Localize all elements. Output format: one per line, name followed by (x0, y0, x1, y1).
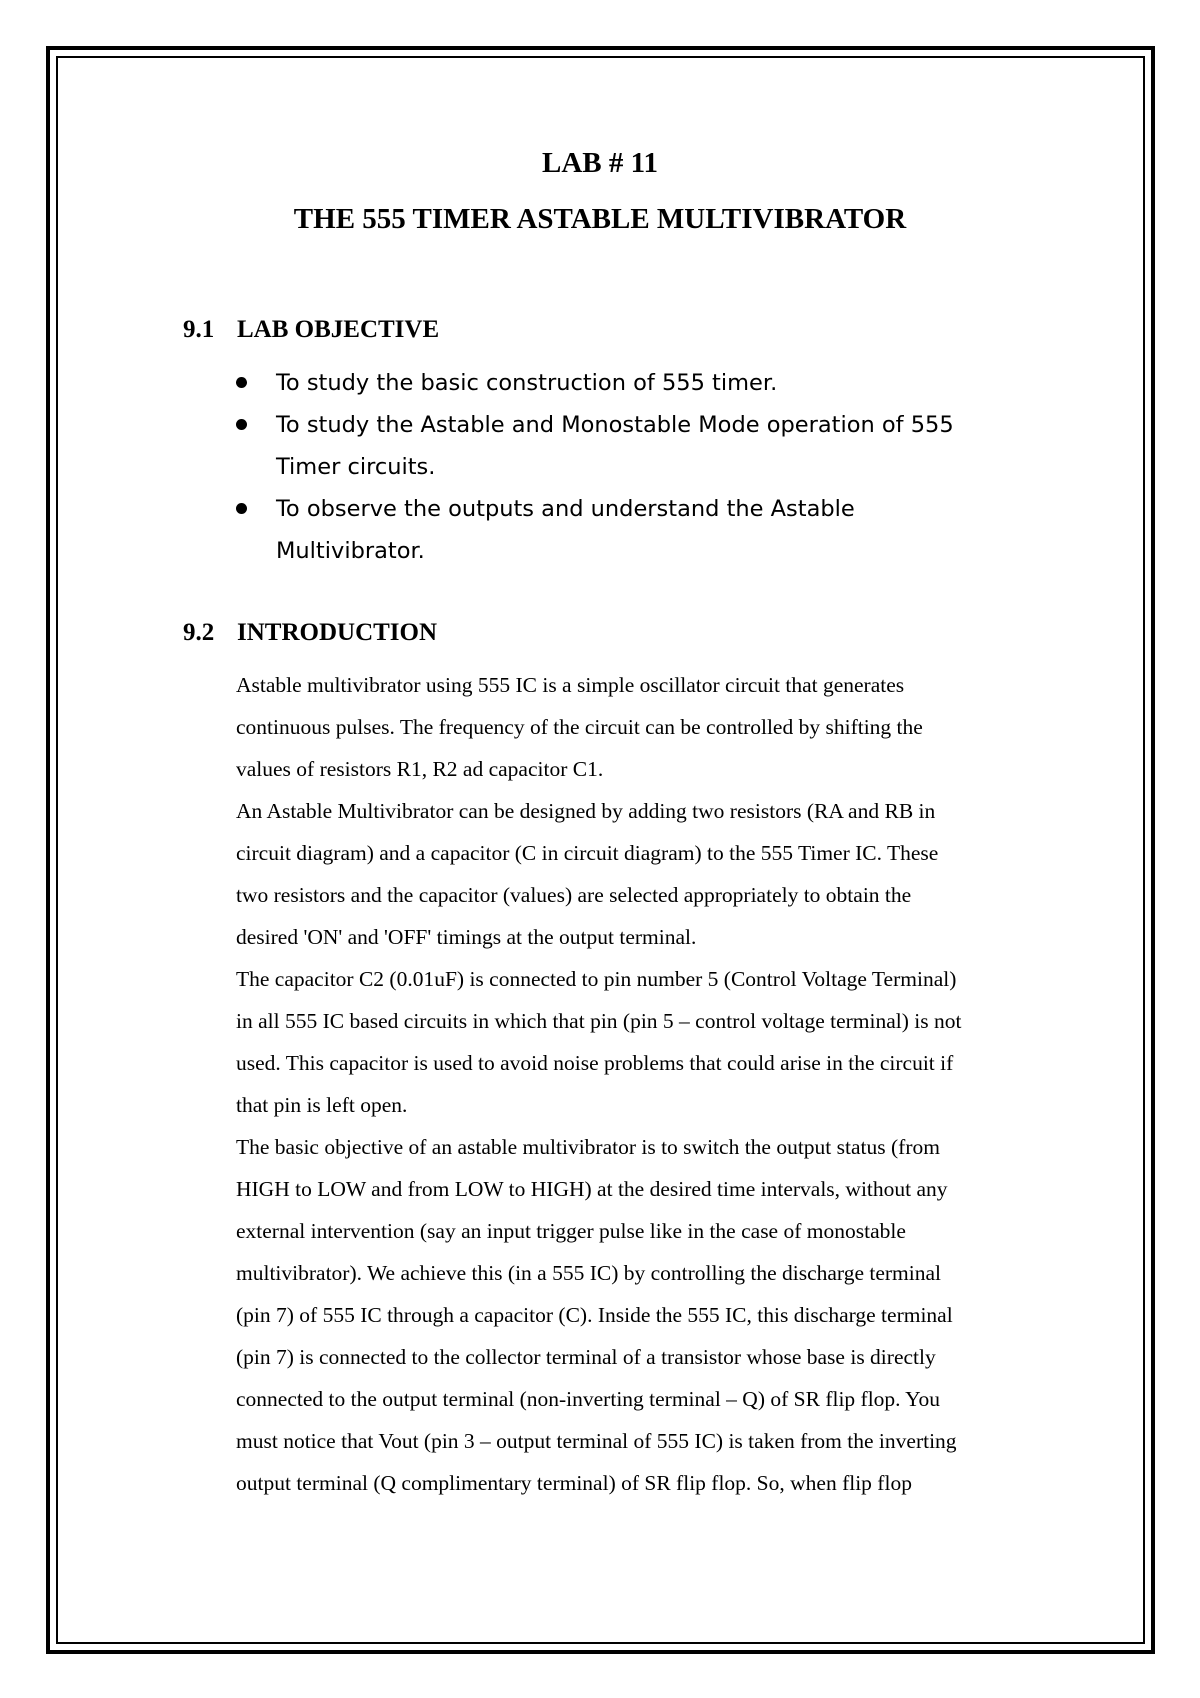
body-line: Astable multivibrator using 555 IC is a simple oscillator circuit that generates (236, 673, 905, 697)
section-title: INTRODUCTION (237, 619, 438, 646)
bullet-icon (236, 503, 247, 514)
body-line: An Astable Multivibrator can be designed by adding two resistors (RA and RB in (236, 799, 936, 823)
objective-text: To observe the outputs and understand the Astable (276, 496, 855, 522)
body-line: external intervention (say an input trigger pulse like in the case of monostable (236, 1219, 906, 1243)
objective-text: Timer circuits. (276, 454, 436, 480)
document-title: THE 555 TIMER ASTABLE MULTIVIBRATOR (293, 203, 907, 235)
section-number: 9.1 (183, 316, 215, 343)
section-heading-introduction (183, 619, 437, 647)
objective-text: To study the basic construction of 555 timer. (276, 370, 778, 396)
body-line: in all 555 IC based circuits in which that pin (pin 5 – control voltage terminal) is not (236, 1009, 962, 1033)
body-line: must notice that Vout (pin 3 – output terminal of 555 IC) is taken from the inverting (236, 1429, 957, 1453)
introduction-body (236, 664, 1066, 1504)
body-line: connected to the output terminal (non-inverting terminal – Q) of SR flip flop. You (236, 1387, 941, 1411)
objective-item (236, 488, 1036, 572)
body-line: The capacitor C2 (0.01uF) is connected to pin number 5 (Control Voltage Terminal) (236, 967, 957, 991)
objective-item (236, 404, 1036, 488)
body-line: output terminal (Q complimentary terminal) of SR flip flop. So, when flip flop (236, 1471, 912, 1495)
lab-number-title: LAB # 11 (541, 147, 659, 179)
body-line: (pin 7) of 555 IC through a capacitor (C). Inside the 555 IC, this discharge terminal (236, 1303, 953, 1327)
bullet-icon (236, 419, 247, 430)
section-number: 9.2 (183, 619, 215, 646)
objective-text: To study the Astable and Monostable Mode operation of 555 (276, 412, 954, 438)
body-line: circuit diagram) and a capacitor (C in circuit diagram) to the 555 Timer IC. These (236, 841, 939, 865)
body-line: values of resistors R1, R2 ad capacitor C1. (236, 757, 604, 781)
objective-list (236, 362, 1036, 572)
body-line: used. This capacitor is used to avoid noise problems that could arise in the circuit if (236, 1051, 954, 1075)
body-line: continuous pulses. The frequency of the circuit can be controlled by shifting the (236, 715, 923, 739)
body-line: (pin 7) is connected to the collector terminal of a transistor whose base is directly (236, 1345, 936, 1369)
body-line: The basic objective of an astable multivibrator is to switch the output status (from (236, 1135, 940, 1159)
objective-text: Multivibrator. (276, 538, 425, 564)
bullet-icon (236, 377, 247, 388)
body-line: multivibrator). We achieve this (in a 555 IC) by controlling the discharge terminal (236, 1261, 941, 1285)
body-line: HIGH to LOW and from LOW to HIGH) at the desired time intervals, without any (236, 1177, 948, 1201)
objective-item (236, 362, 1036, 404)
body-line: two resistors and the capacitor (values) are selected appropriately to obtain the (236, 883, 912, 907)
body-line: that pin is left open. (236, 1093, 408, 1117)
section-title: LAB OBJECTIVE (237, 316, 440, 343)
section-heading-objective (183, 316, 439, 344)
body-line: desired 'ON' and 'OFF' timings at the output terminal. (236, 925, 697, 949)
